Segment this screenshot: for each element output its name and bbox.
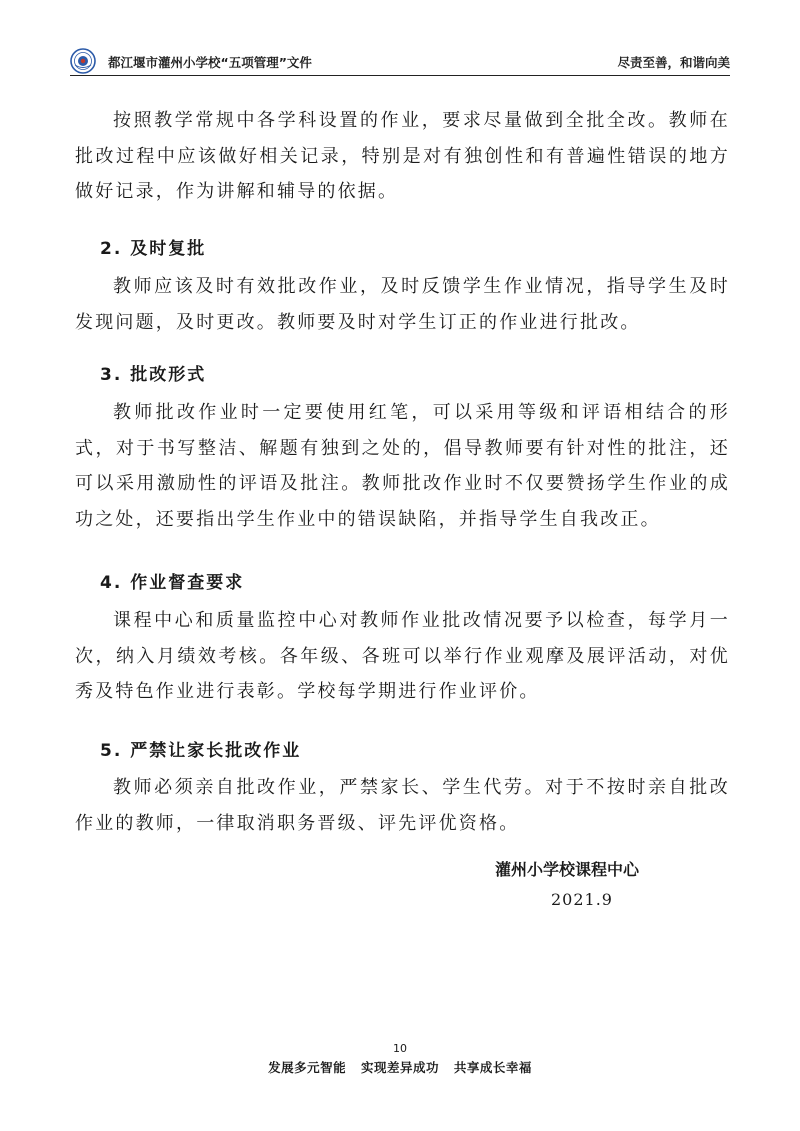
- document-series-title: 都江堰市灌州小学校“五项管理”文件: [108, 55, 312, 70]
- section-heading-2: 2. 及时复批: [100, 239, 207, 259]
- header-divider: [70, 75, 730, 76]
- page-number: 10: [393, 1042, 407, 1055]
- section-body-2: 教师应该及时有效批改作业，及时反馈学生作业情况，指导学生及时发现问题，及时更改。教师要及时对学生订正的作业进行批改。: [75, 276, 730, 333]
- section-heading-5: 5. 严禁让家长批改作业: [100, 741, 302, 761]
- school-motto: 尽责至善，和谐向美: [617, 55, 730, 70]
- section-body-4: 课程中心和质量监控中心对教师作业批改情况要予以检查，每学月一次，纳入月绩效考核。各年级、各班可以举行作业观摩及展评活动，对优秀及特色作业进行表彰。学校每学期进行作业评价。: [75, 610, 730, 702]
- school-emblem-icon: [70, 48, 96, 74]
- page-header: [70, 48, 730, 74]
- document-date: 2021.9: [551, 890, 613, 909]
- footer-slogan: 发展多元智能 实现差异成功 共享成长幸福: [268, 1060, 532, 1075]
- intro-paragraph: 按照教学常规中各学科设置的作业，要求尽量做到全批全改。教师在批改过程中应该做好相关记录，特别是对有独创性和有普遍性错误的地方做好记录，作为讲解和辅导的依据。: [75, 110, 730, 202]
- section-heading-3: 3. 批改形式: [100, 365, 207, 385]
- section-heading-4: 4. 作业督查要求: [100, 573, 245, 593]
- section-body-3: 教师批改作业时一定要使用红笔，可以采用等级和评语相结合的形式，对于书写整洁、解题有独到之处的，倡导教师要有针对性的批注，还可以采用激励性的评语及批注。教师批改作业时不仅要赞扬学生作业的成功之处，还要指出学生作业中的错误缺陷，并指导学生自我改正。: [75, 402, 730, 530]
- signature-department: 灌州小学校课程中心: [495, 860, 640, 879]
- section-body-5: 教师必须亲自批改作业，严禁家长、学生代劳。对于不按时亲自批改作业的教师，一律取消职务晋级、评先评优资格。: [75, 777, 730, 834]
